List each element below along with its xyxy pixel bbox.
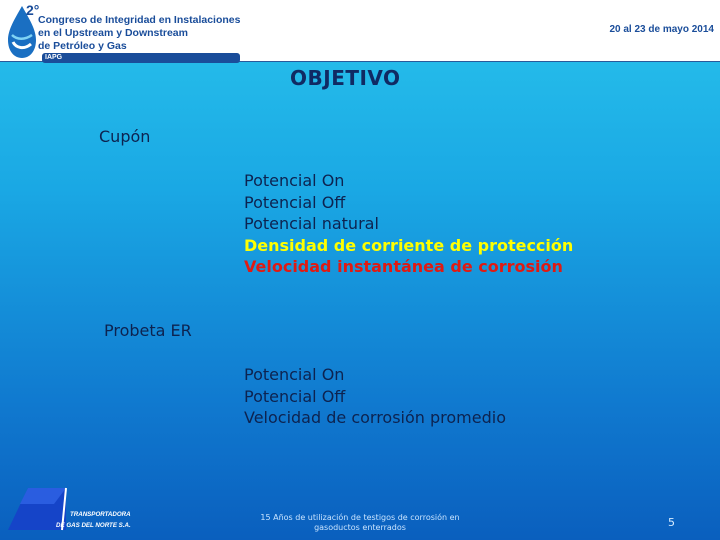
congress-title-line-3-text: de Petróleo y Gas <box>38 40 127 52</box>
list-item: Potencial Off <box>244 192 346 212</box>
congress-title-line-1: Congreso de Integridad en Instalaciones <box>38 14 241 26</box>
list-item: Potencial On <box>244 171 345 190</box>
cupon-list <box>244 170 573 278</box>
list-item: Potencial On <box>244 365 345 384</box>
company-name-line-2: DE GAS DEL NORTE S.A. <box>56 522 131 529</box>
conference-date: 20 al 23 de mayo 2014 <box>609 24 714 35</box>
congress-title <box>38 14 240 63</box>
congress-title-line-3 <box>38 40 240 63</box>
list-item-highlighted: Velocidad instantánea de corrosión <box>244 257 563 276</box>
company-logo <box>8 486 148 532</box>
page-number: 5 <box>668 516 675 529</box>
list-item-highlighted: Densidad de corriente de protección <box>244 235 574 255</box>
slide-title: OBJETIVO <box>290 66 401 90</box>
probeta-list <box>244 364 506 429</box>
company-name-line-1: TRANSPORTADORA <box>70 511 131 518</box>
section-label-cupon: Cupón <box>99 127 151 146</box>
conference-header <box>0 0 720 62</box>
footer-caption: 15 Años de utilización de testigos de corrosión en gasoductos enterrados <box>260 513 460 532</box>
edition-number: 2° <box>26 2 40 18</box>
section-label-probeta: Probeta ER <box>104 321 192 340</box>
iapg-tag: IAPG <box>42 53 240 63</box>
list-item: Potencial Off <box>244 386 346 406</box>
congress-title-line-2: en el Upstream y Downstream <box>38 27 188 39</box>
list-item: Velocidad de corrosión promedio <box>244 408 506 427</box>
list-item: Potencial natural <box>244 214 379 233</box>
